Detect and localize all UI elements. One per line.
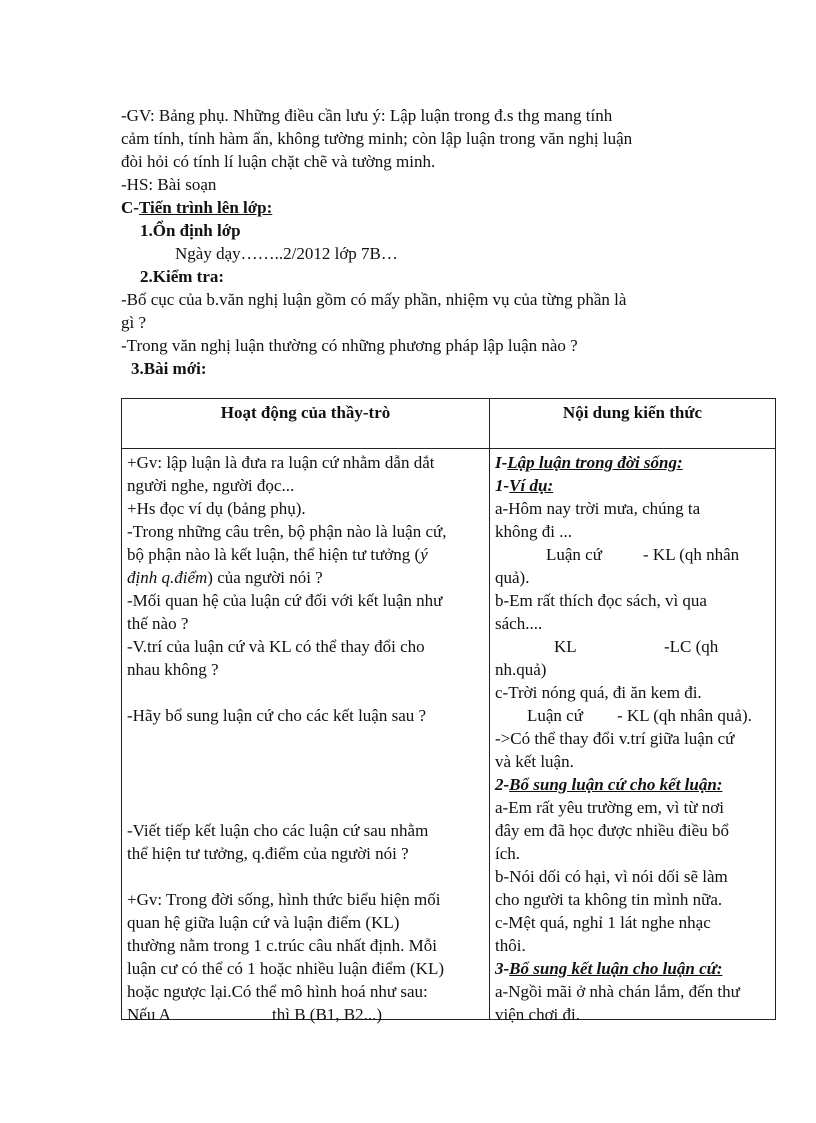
right-line: c-Mệt quá, nghỉ 1 lát nghe nhạc xyxy=(495,913,711,932)
left-column-cell xyxy=(122,449,490,1024)
left-line: luận cư có thể có 1 hoặc nhiều luận điểm (KL) xyxy=(127,959,444,978)
text-line: -GV: Bảng phụ. Những điều cần lưu ý: Lập luận trong đ.s thg mang tính xyxy=(121,106,613,125)
left-line-text: ) của người nói ? xyxy=(207,568,323,587)
left-line: người nghe, người đọc... xyxy=(127,476,295,495)
step1-detail: Ngày dạy……..2/2012 lớp 7B… xyxy=(175,244,398,263)
right-line: đây em đã học được nhiều điều bổ xyxy=(495,821,729,840)
text-line: -HS: Bài soạn xyxy=(121,175,217,194)
right-line: a-Ngồi mãi ở nhà chán lắm, đến thư xyxy=(495,982,740,1001)
section-c-heading xyxy=(121,196,272,219)
left-line: -V.trí của luận cứ và KL có thể thay đổi cho xyxy=(127,637,425,656)
right-heading: 1-Ví dụ: xyxy=(495,476,554,495)
right-line: a-Hôm nay trời mưa, chúng ta xyxy=(495,499,701,518)
right-line: KL xyxy=(554,637,577,656)
right-line: sách.... xyxy=(495,614,543,633)
right-line: không đi ... xyxy=(495,522,572,541)
left-line: Nếu A xyxy=(127,1005,171,1024)
check-question: -Bố cục của b.văn nghị luận gồm có mấy phần, nhiệm vụ của từng phần là xyxy=(121,290,627,309)
right-line: b-Em rất thích đọc sách, vì qua xyxy=(495,591,707,610)
right-line: nh.quả) xyxy=(495,660,547,679)
right-line: c-Trời nóng quá, đi ăn kem đi. xyxy=(495,683,702,702)
left-line xyxy=(127,543,428,566)
step3-heading: 3.Bài mới: xyxy=(131,359,207,378)
left-line: hoặc ngược lại.Có thể mô hình hoá như sau: xyxy=(127,982,428,1001)
right-line: ích. xyxy=(495,844,521,863)
text-line: cảm tính, tính hàm ẩn, không tường minh; còn lập luận trong văn nghị luận xyxy=(121,129,633,148)
right-line: - KL (qh nhân xyxy=(643,545,740,564)
left-line: -Trong những câu trên, bộ phận nào là luận cứ, xyxy=(127,522,447,541)
left-line: +Gv: lập luận là đưa ra luận cứ nhằm dẫn dắt xyxy=(127,453,435,472)
check-question: -Trong văn nghị luận thường có những phương pháp lập luận nào ? xyxy=(121,336,578,355)
left-line-italic: định q.điểm xyxy=(127,568,208,587)
right-line: Luận cứ xyxy=(527,706,583,725)
right-heading: 2-Bổ sung luận cứ cho kết luận: xyxy=(495,775,723,794)
right-line: thôi. xyxy=(495,936,526,955)
left-line xyxy=(127,566,323,589)
right-line: ->Có thể thay đổi v.trí giữa luận cứ xyxy=(495,729,735,748)
left-line: -Hãy bổ sung luận cứ cho các kết luận sau ? xyxy=(127,706,427,725)
left-line-italic: ý xyxy=(420,545,428,564)
step1-heading: 1.Ổn định lớp xyxy=(140,221,241,240)
check-question: gì ? xyxy=(121,313,147,332)
left-line: thường nằm trong 1 c.trúc câu nhất định. Mỗi xyxy=(127,936,437,955)
left-line: nhau không ? xyxy=(127,660,219,679)
section-c-title: Tiến trình lên lớp: xyxy=(138,198,273,217)
left-line: thì B (B1, B2...) xyxy=(272,1005,383,1024)
left-line: -Viết tiếp kết luận cho các luận cứ sau nhằm xyxy=(127,821,429,840)
lesson-table xyxy=(121,398,776,1024)
right-line: b-Nói dối có hại, vì nói dối sẽ làm xyxy=(495,867,728,886)
left-line: +Gv: Trong đời sống, hình thức biểu hiện mối xyxy=(127,890,441,909)
left-line: thể hiện tư tưởng, q.điểm của người nói ? xyxy=(127,844,409,863)
left-line-text: bộ phận nào là kết luận, thể hiện tư tưởng ( xyxy=(127,545,421,564)
right-line: cho người ta không tin mình nữa. xyxy=(495,890,723,909)
left-line: quan hệ giữa luận cứ và luận điểm (KL) xyxy=(127,913,400,932)
right-line: Luận cứ xyxy=(546,545,602,564)
left-line: thế nào ? xyxy=(127,614,189,633)
right-line: -LC (qh xyxy=(664,637,719,656)
left-line: +Hs đọc ví dụ (bảng phụ). xyxy=(127,499,306,518)
text-line: đòi hỏi có tính lí luận chặt chẽ và tường minh. xyxy=(121,152,436,171)
table-header-right: Nội dung kiến thức xyxy=(490,399,776,449)
table-header-left: Hoạt động của thầy-trò xyxy=(122,399,490,449)
section-c-prefix: C- xyxy=(121,198,139,217)
right-line: quả). xyxy=(495,568,530,587)
right-line: viện chơi đi. xyxy=(495,1005,580,1024)
right-heading: I-Lập luận trong đời sống: xyxy=(495,453,683,472)
right-heading: 3-Bổ sung kết luận cho luận cứ: xyxy=(495,959,723,978)
right-line: và kết luận. xyxy=(495,752,574,771)
right-line: a-Em rất yêu trường em, vì từ nơi xyxy=(495,798,725,817)
right-line: - KL (qh nhân quả). xyxy=(617,706,752,725)
step2-heading: 2.Kiểm tra: xyxy=(140,267,225,286)
right-column-cell xyxy=(490,449,776,1024)
left-line: -Mối quan hệ của luận cứ đối với kết luận như xyxy=(127,591,443,610)
